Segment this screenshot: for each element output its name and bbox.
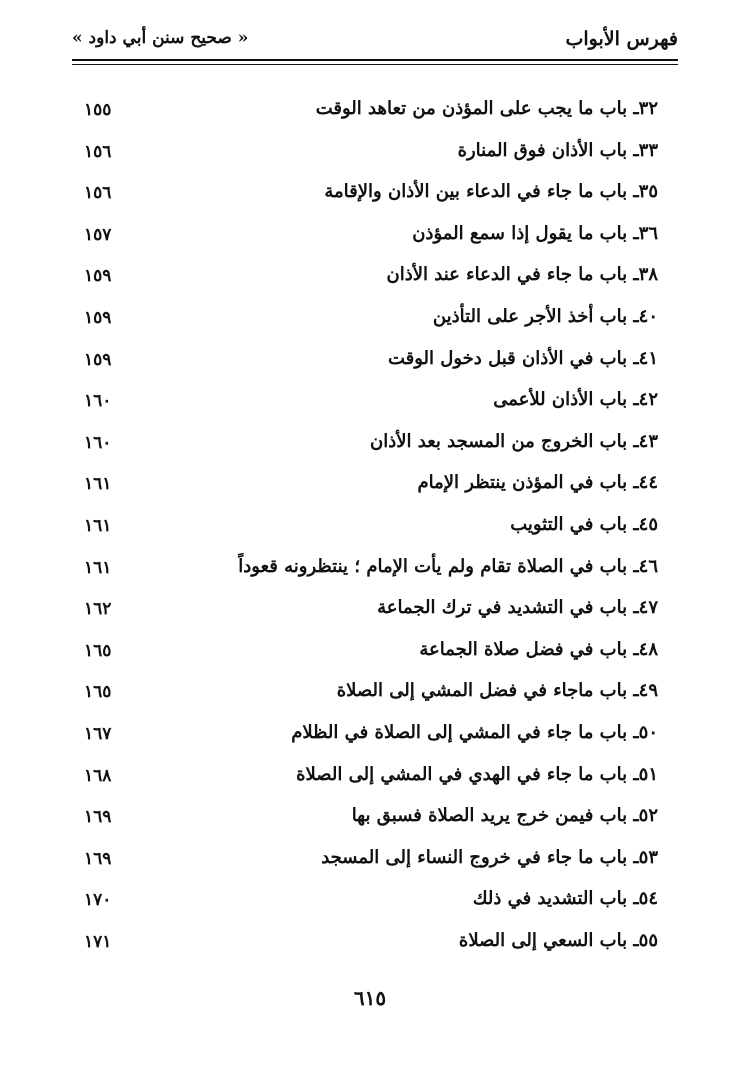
toc-entry-title: ٥٣ـ باب ما جاء في خروج النساء إلى المسجد <box>321 846 658 868</box>
toc-entry <box>84 801 658 843</box>
toc-entry-title: ٤٥ـ باب في التثويب <box>510 513 658 535</box>
table-of-contents <box>84 94 658 967</box>
toc-entry-title: ٤٠ـ باب أخذ الأجر على التأذين <box>432 305 658 327</box>
toc-entry-page: ١٦٠ <box>84 432 112 453</box>
toc-entry <box>84 177 658 219</box>
toc-entry-title: ٣٦ـ باب ما يقول إذا سمع المؤذن <box>412 222 658 244</box>
toc-entry <box>84 219 658 261</box>
toc-entry-title: ٤٣ـ باب الخروج من المسجد بعد الأذان <box>369 430 658 452</box>
toc-entry-page: ١٦٩ <box>84 807 112 828</box>
toc-entry-page: ١٦٠ <box>84 391 112 412</box>
toc-entry-title: ٥٥ـ باب السعي إلى الصلاة <box>458 929 658 951</box>
toc-entry-page: ١٦٢ <box>84 599 112 620</box>
header-rule-thick <box>72 59 678 61</box>
header-rule-thin <box>72 64 678 65</box>
toc-entry <box>84 843 658 885</box>
toc-entry <box>84 552 658 594</box>
toc-entry-title: ٣٨ـ باب ما جاء في الدعاء عند الأذان <box>386 264 658 286</box>
toc-entry-title: ٤٧ـ باب في التشديد في ترك الجماعة <box>377 597 658 619</box>
toc-entry-title: ٤٤ـ باب في المؤذن ينتظر الإمام <box>417 472 658 494</box>
toc-entry-page: ١٦٥ <box>84 640 112 661</box>
toc-entry-page: ١٥٦ <box>84 183 112 204</box>
toc-entry-page: ١٥٩ <box>84 349 112 370</box>
toc-entry-page: ١٧٠ <box>84 890 112 911</box>
toc-entry-page: ١٦٥ <box>84 682 112 703</box>
header-title: فهرس الأبواب <box>565 28 678 50</box>
toc-entry-title: ٣٣ـ باب الأذان فوق المنارة <box>457 139 658 161</box>
toc-entry-title: ٤٦ـ باب في الصلاة تقام ولم يأت الإمام ؛ ينتظرونه قعوداً <box>238 555 658 577</box>
toc-entry <box>84 260 658 302</box>
toc-entry-page: ١٥٩ <box>84 266 112 287</box>
toc-entry <box>84 718 658 760</box>
toc-entry-title: ٥١ـ باب ما جاء في الهدي في المشي إلى الصلاة <box>296 763 658 785</box>
toc-entry <box>84 468 658 510</box>
toc-entry <box>84 593 658 635</box>
header-book-title: « صحيح سنن أبي داود » <box>72 28 249 48</box>
toc-entry-title: ٥٠ـ باب ما جاء في المشي إلى الصلاة في الظلام <box>291 721 658 743</box>
toc-entry-title: ٥٤ـ باب التشديد في ذلك <box>472 888 658 910</box>
toc-entry <box>84 884 658 926</box>
toc-entry-page: ١٥٥ <box>84 100 112 120</box>
toc-entry <box>84 926 658 968</box>
toc-entry <box>84 385 658 427</box>
toc-entry-title: ٥٢ـ باب فيمن خرج يريد الصلاة فسبق بها <box>351 805 658 827</box>
toc-entry <box>84 676 658 718</box>
toc-entry-page: ١٦٨ <box>84 765 112 786</box>
toc-entry <box>84 344 658 386</box>
toc-entry-title: ٤٨ـ باب في فضل صلاة الجماعة <box>419 638 658 660</box>
toc-entry-page: ١٦١ <box>84 474 112 495</box>
toc-entry <box>84 510 658 552</box>
toc-entry-page: ١٦١ <box>84 515 112 536</box>
toc-entry <box>84 635 658 677</box>
toc-entry-page: ١٦١ <box>84 557 112 578</box>
page-number: ٦١٥ <box>353 986 387 1010</box>
toc-entry <box>84 760 658 802</box>
toc-entry-title: ٤٢ـ باب الأذان للأعمى <box>493 389 658 411</box>
toc-entry <box>84 427 658 469</box>
toc-entry-page: ١٦٩ <box>84 848 112 869</box>
toc-entry-page: ١٥٦ <box>84 141 112 162</box>
toc-entry <box>84 302 658 344</box>
toc-entry-title: ٤٩ـ باب ماجاء في فضل المشي إلى الصلاة <box>336 680 658 702</box>
toc-entry <box>84 136 658 178</box>
toc-entry-page: ١٥٧ <box>84 224 112 245</box>
toc-entry-title: ٣٥ـ باب ما جاء في الدعاء بين الأذان والإقامة <box>324 181 658 203</box>
running-header <box>72 22 678 62</box>
toc-entry-page: ١٧١ <box>84 931 112 952</box>
toc-entry-title: ٤١ـ باب في الأذان قبل دخول الوقت <box>387 347 658 369</box>
toc-entry <box>84 94 658 136</box>
toc-entry-page: ١٥٩ <box>84 307 112 328</box>
toc-entry-page: ١٦٧ <box>84 723 112 744</box>
toc-entry-title: ٣٢ـ باب ما يجب على المؤذن من تعاهد الوقت <box>315 98 658 119</box>
